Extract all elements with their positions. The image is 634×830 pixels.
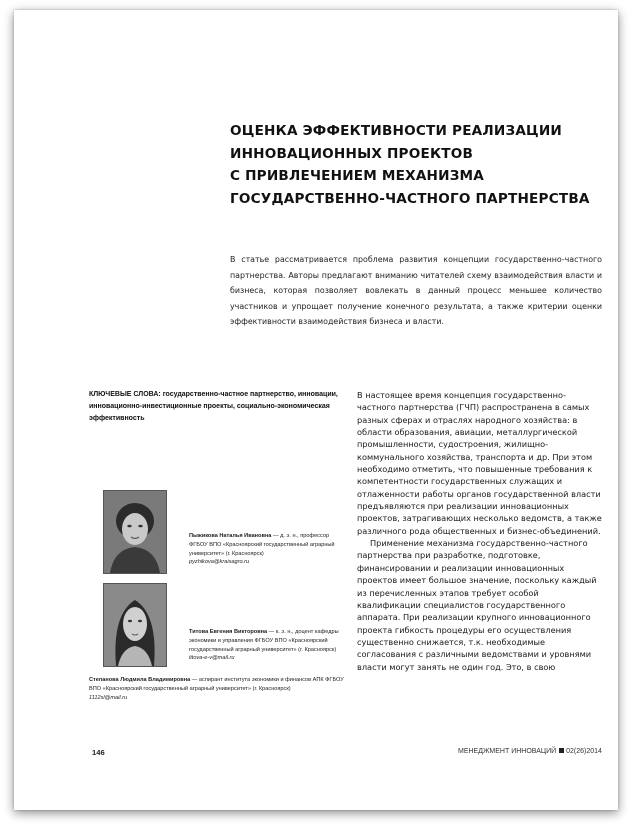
author-info — [189, 532, 349, 567]
author-photo — [103, 583, 167, 667]
author-affiliation: — к. э. н., доцент кафедры экономики и управления ФГБОУ ВПО «Красноярский государственный аграрный университет» (г. Красноярск) — [189, 629, 339, 653]
author-info — [89, 676, 351, 702]
author-email: pyzhikova@kraisagro.ru — [189, 559, 250, 566]
title-line: ИННОВАЦИОННЫХ ПРОЕКТОВ — [230, 145, 474, 162]
author-name: Титова Евгения Викторовна — [189, 629, 268, 635]
article-abstract: В статье рассматривается проблема развития концепции государственно-частного партнерства. Авторы предлагают вниманию читателей схему взаимодействия власти и бизнеса, которая позволяет вовлекать в данный процесс меньшее количество участников и упрощает получение конечного результата, а также критерии оценки эффективности взаимодействия бизнеса и власти. — [230, 255, 602, 327]
running-footer — [458, 748, 602, 755]
author-name: Пыжикова Наталья Ивановна — [189, 533, 272, 539]
author-affiliation: — д. э. н., профессор ФГБОУ ВПО «Красноярский государственный аграрный университет» (г. Красноярск) — [189, 533, 335, 557]
keywords-block — [89, 389, 347, 424]
author-info — [189, 628, 349, 663]
author-email: 1112sl@mail.ru — [89, 694, 128, 701]
title-line: ГОСУДАРСТВЕННО-ЧАСТНОГО ПАРТНЕРСТВА — [230, 190, 590, 207]
author-name: Степанова Людмила Владимировна — [89, 677, 191, 683]
article-title — [230, 120, 600, 210]
title-line: С ПРИВЛЕЧЕНИЕМ МЕХАНИЗМА — [230, 168, 485, 184]
title-line: ОЦЕНКА ЭФФЕКТИВНОСТИ РЕАЛИЗАЦИИ — [230, 123, 563, 139]
body-paragraph: Применение механизма государственно-частного партнерства при разработке, подготовке, финансировании и реализации инновационных проектов имеет большое значение, поскольку каждый из перечисленных этапов требует особой квалификации специалистов государственного аппарата. При реализации крупного инновационного проекта гибкость процедуры его осуществления существенно снижается, т.к. необходимые согласования с различными ведомствами и уровнями власти могут занять не один год. Это, в свою — [357, 538, 597, 672]
keywords-label: КЛЮЧЕВЫЕ СЛОВА: — [89, 391, 161, 398]
author-email: titova-e-v@mail.ru — [189, 655, 235, 662]
square-bullet-icon — [559, 748, 564, 753]
author-photo — [103, 490, 167, 574]
author-affiliation: — аспирант института экономики и финансов АПК ФГБОУ ВПО «Красноярский государственный аграрный университет» (г. Красноярск) — [89, 677, 344, 692]
issue-number: 02(26)2014 — [566, 748, 602, 755]
journal-name: МЕНЕДЖМЕНТ ИННОВАЦИЙ — [458, 748, 557, 755]
keywords-text: государственно-частное партнерство, инновации, инновационно-инвестиционные проекты, социально-экономическая эффективность — [89, 391, 338, 422]
article-body — [357, 389, 603, 673]
journal-page — [14, 10, 618, 810]
body-paragraph: В настоящее время концепция государственно-частного партнерства (ГЧП) распространена в самых разных сферах и отраслях народного хозяйства: в области образования, авиации, металлургической промышленности, судостроения, жилищно-коммунального хозяйства, транспорта и др. При этом необходимо отметить, что повышенные требования к компетентности государственных служащих и отлаженности работы органов государственной власти предъявляются при реализации инновационных проектов, затрагивающих несколько ведомств, а также различного рода общественных и бизнес-объединений. — [357, 390, 602, 536]
page-number: 146 — [92, 748, 105, 757]
